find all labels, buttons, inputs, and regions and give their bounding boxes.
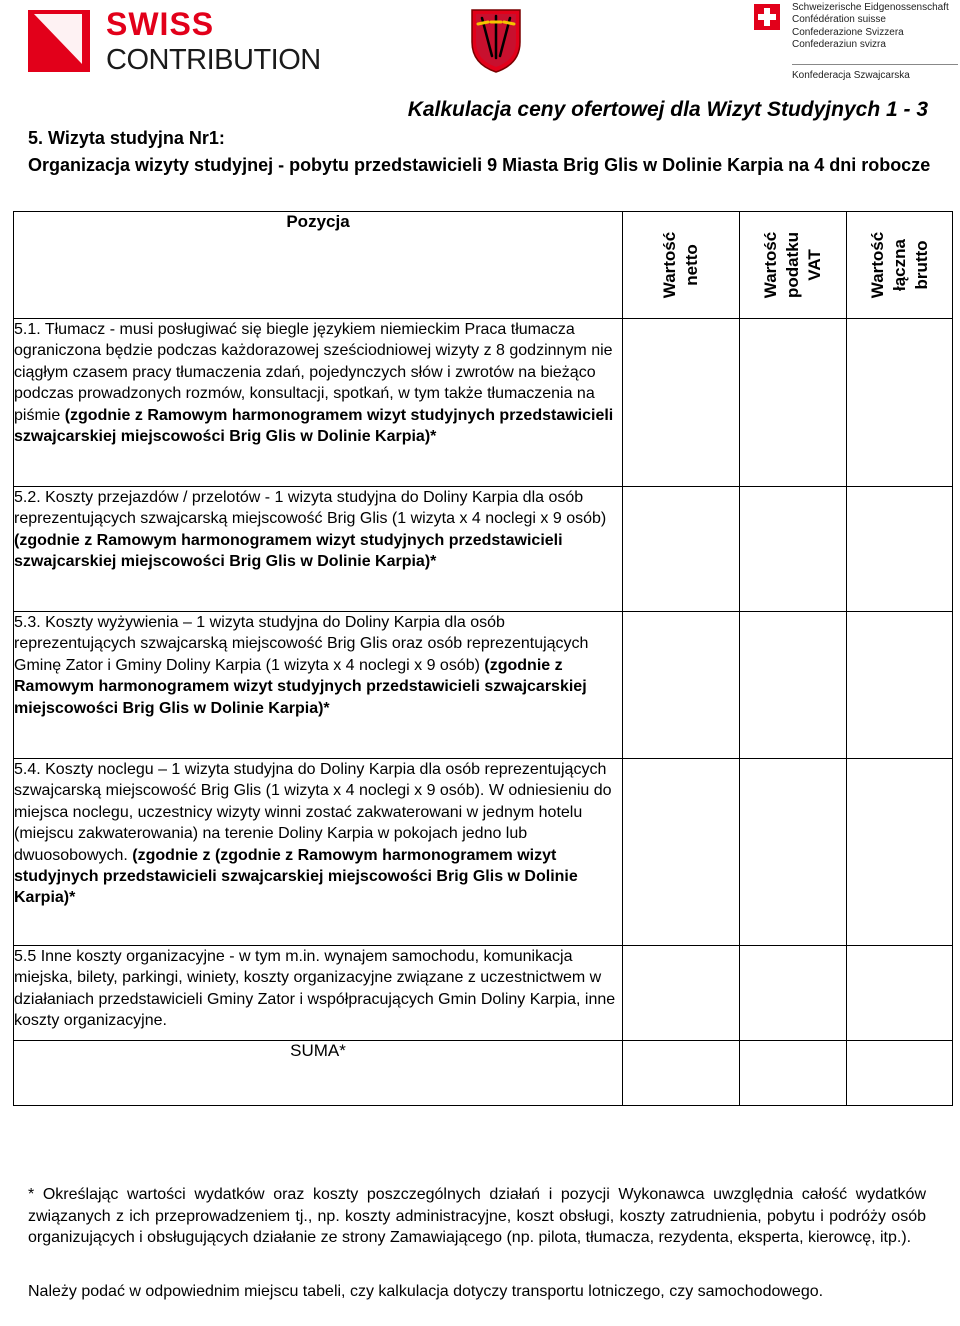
net-value-cell[interactable]: [623, 759, 740, 946]
row-description: [14, 759, 623, 946]
header-line: Wartość: [761, 231, 780, 299]
document-title: Kalkulacja ceny ofertowej dla Wizyt Studyjnych 1 - 3: [407, 98, 928, 121]
confed-polish-name: Konfederacja Szwajcarska: [792, 70, 910, 81]
row-text-bold: (zgodnie z Ramowym harmonogramem wizyt studyjnych przedstawicieli szwajcarskiej miejscowości Brig Glis w Dolinie Karpia)*: [14, 406, 614, 446]
header-line: Wartość: [867, 231, 887, 299]
column-header-gross: [847, 212, 953, 319]
coat-of-arms-icon: [468, 6, 524, 74]
vat-value-cell[interactable]: [740, 612, 847, 759]
table-row: [14, 759, 953, 946]
swiss-confederation-logo: [754, 2, 960, 82]
net-value-cell[interactable]: [623, 612, 740, 759]
row-description: [14, 612, 623, 759]
confed-line: Confederaziun svizra: [792, 39, 886, 51]
header-line: VAT: [805, 249, 824, 281]
gross-value-cell[interactable]: [847, 759, 953, 946]
row-text-bold: (zgodnie z (zgodnie z Ramowym harmonogramem wizyt studyjnych przedstawicieli szwajcarskiej miejscowości Brig Glis w Dolinie Karpia)*: [14, 846, 578, 907]
column-header-vat: [740, 212, 847, 319]
vat-value-cell[interactable]: [740, 759, 847, 946]
table-row: [14, 319, 953, 487]
row-description: [14, 487, 623, 612]
gross-value-cell[interactable]: [847, 487, 953, 612]
confed-line: Confederazione Svizzera: [792, 26, 904, 38]
gross-value-cell[interactable]: [847, 946, 953, 1041]
row-text-bold: (zgodnie z Ramowym harmonogramem wizyt studyjnych przedstawicieli szwajcarskiej miejscowości Brig Glis w Dolinie Karpia)*: [14, 531, 563, 571]
row-description: [14, 946, 623, 1041]
column-header-net: [623, 212, 740, 319]
net-value-cell[interactable]: [623, 487, 740, 612]
header-line: Wartość: [660, 231, 679, 299]
vat-value-cell[interactable]: [740, 319, 847, 487]
header-line: podatku: [783, 231, 802, 299]
gross-value-cell[interactable]: [847, 319, 953, 487]
logo-line-1: SWISS: [106, 6, 215, 42]
net-value-cell[interactable]: [623, 946, 740, 1041]
confed-line: Confédération suisse: [792, 14, 886, 26]
sum-gross-cell[interactable]: [847, 1041, 953, 1106]
table-row: [14, 612, 953, 759]
header-line: łączna: [889, 239, 909, 291]
sum-vat-cell[interactable]: [740, 1041, 847, 1106]
header-line: netto: [682, 244, 701, 286]
header-line: brutto: [911, 240, 931, 290]
vat-value-cell[interactable]: [740, 487, 847, 612]
logo-line-2: CONTRIBUTION: [106, 44, 321, 76]
column-header-position: Pozycja: [14, 212, 623, 319]
table-row: [14, 487, 953, 612]
confederation-names: [792, 2, 949, 52]
sum-row: [14, 1041, 953, 1106]
table-header-row: [14, 212, 953, 319]
row-text-bold: (zgodnie z Ramowym harmonogramem wizyt studyjnych przedstawicieli szwajcarskiej miejscowości Brig Glis w Dolinie Karpia)*: [14, 656, 587, 717]
footnote-transport: Należy podać w odpowiednim miejscu tabeli, czy kalkulacja dotyczy transportu lotniczego, czy samochodowego.: [28, 1283, 824, 1300]
footnote-costs: * Określając wartości wydatków oraz koszty poszczególnych działań i pozycji Wykonawca uwzględnia całość wydatków związanych z ich przeprowadzeniem tj., np. koszty administracyjne, koszt obsługi, koszty zatrudnienia, pobytu i podróży osób organizujących i obsługujących działanie ze strony Zamawiającego (np. pilota, tłumacza, rezydenta, eksperta, kierowcę, itp.).: [28, 1186, 926, 1246]
row-text: 5.5 Inne koszty organizacyjne - w tym m.in. wynajem samochodu, komunikacja miejska, bilety, parkingi, winiety, koszty organizacyjne związane z uczestnictwem w działaniach przedstawicieli Gminy Zator i współpracujących Gmin Doliny Karpia, inne koszty organizacyjne.: [14, 948, 616, 1030]
row-text: 5.4. Koszty noclegu – 1 wizyta studyjna do Doliny Karpia dla osób reprezentujących szwajcarską miejscowość Brig Glis (1 wizyta x 4 noclegi x 9 osób). W odniesieniu do miejsca noclegu, uczestnicy wizyty winni zostać zakwaterowani w jednym hotelu (miejscu zakwaterowania) na terenie Doliny Karpia w pokojach jedno lub dwuosobowych.: [14, 761, 612, 864]
swiss-contribution-square-icon: [28, 10, 90, 72]
row-text: 5.1. Tłumacz - musi posługiwać się biegle językiem niemieckim Praca tłumacza ograniczona będzie podczas każdorazowej sześciodniowej wizyty z 8 godzinnym nie ciągłym czasem pracy tłumaczenia zdań, pojedynczych słów i zwrotów na bieżąco podczas prowadzonych rozmów, konsultacji, spotkań, w tym także tłumaczenia na piśmie: [14, 321, 613, 424]
gross-value-cell[interactable]: [847, 612, 953, 759]
row-description: [14, 319, 623, 487]
row-text: 5.3. Koszty wyżywienia – 1 wizyta studyjna do Doliny Karpia dla osób reprezentujących szwajcarską miejscowość Brig Glis oraz osób reprezentujących Gminę Zator i Gminy Doliny Karpia (1 wizyta x 4 noclegi x 9 osób): [14, 614, 589, 674]
swiss-contribution-logo: [28, 6, 348, 76]
swiss-flag-icon: [754, 4, 780, 30]
vat-value-cell[interactable]: [740, 946, 847, 1041]
section-title: 5. Wizyta studyjna Nr1:: [28, 128, 225, 148]
row-text: 5.2. Koszty przejazdów / przelotów - 1 wizyta studyjna do Doliny Karpia dla osób reprezentujących szwajcarską miejscowość Brig Glis (1 wizyta x 4 noclegi x 9 osób): [14, 489, 607, 528]
price-calculation-table: [13, 211, 953, 1106]
confed-divider: [792, 64, 958, 65]
sum-label: SUMA*: [14, 1041, 623, 1106]
net-value-cell[interactable]: [623, 319, 740, 487]
table-row: [14, 946, 953, 1041]
sum-net-cell[interactable]: [623, 1041, 740, 1106]
section-subtitle: Organizacja wizyty studyjnej - pobytu przedstawicieli 9 Miasta Brig Glis w Dolinie Karpia na 4 dni robocze: [28, 155, 931, 175]
confed-line: Schweizerische Eidgenossenschaft: [792, 2, 949, 13]
